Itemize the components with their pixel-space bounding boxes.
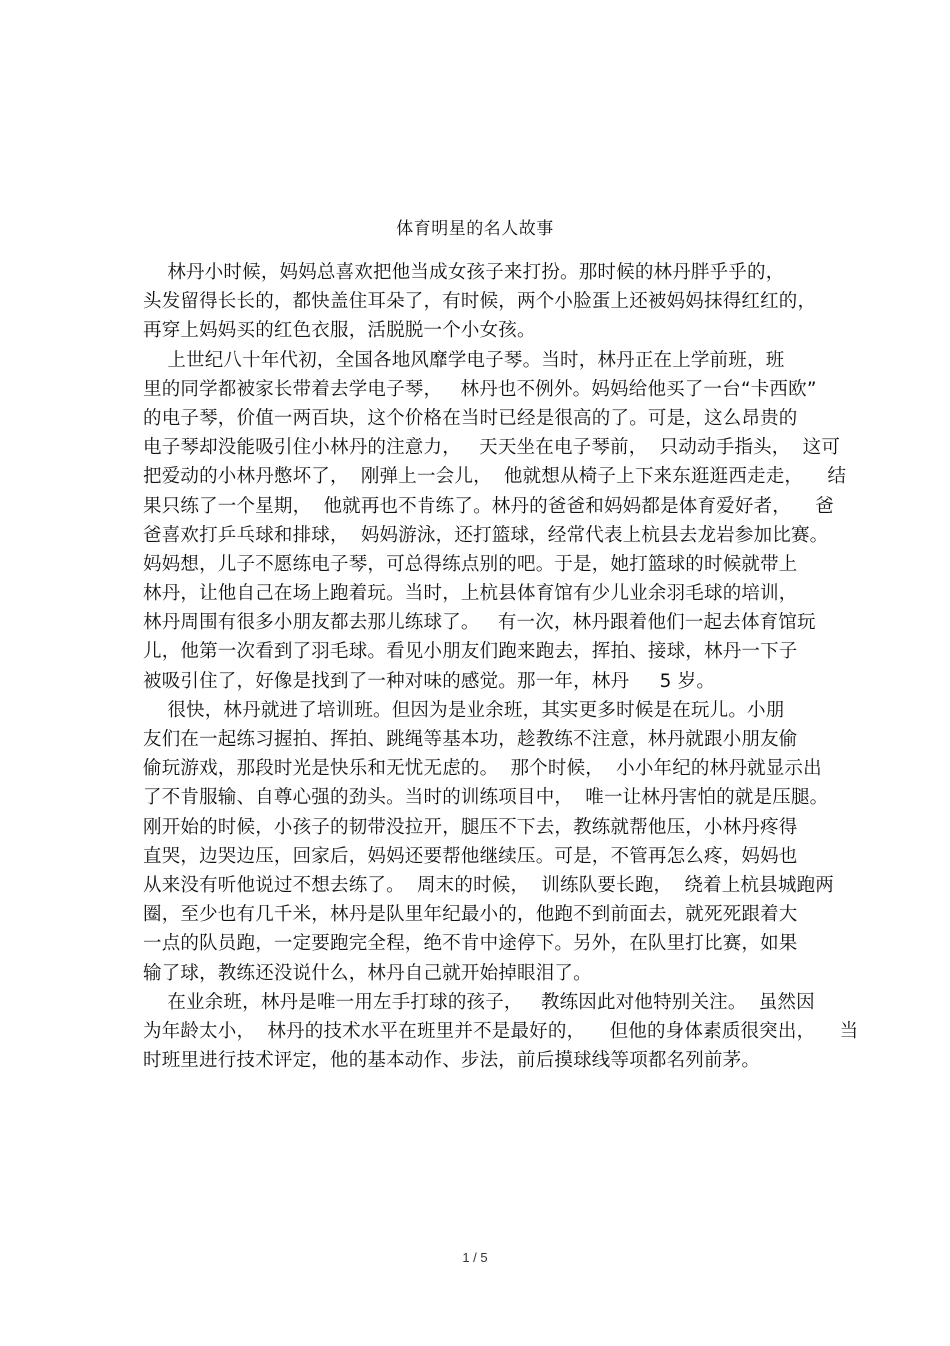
text-line: 时班里进行技术评定，他的基本动作、步法，前后摸球线等项都名列前茅。 xyxy=(143,1050,761,1072)
text-line: 的电子琴，价值一两百块，这个价格在当时已经是很高的了。可是，这么昂贵的 xyxy=(143,407,798,429)
text-line: 林丹周围有很多小朋友都去那儿练球了。 有一次，林丹跟着他们一起去体育馆玩 xyxy=(143,612,816,634)
text-line: 直哭，边哭边压，回家后，妈妈还要帮他继续压。可是，不管再怎么疼，妈妈也 xyxy=(143,845,798,867)
text-line: 林丹，让他自己在场上跑着玩。当时，上杭县体育馆有少儿业余羽毛球的培训， xyxy=(143,583,798,605)
document-title: 体育明星的名人故事 xyxy=(396,219,554,239)
text-line: 从来没有听他说过不想去练了。 周末的时候， 训练队要长跑， 绕着上杭县城跑两 xyxy=(143,874,834,896)
text-line: 一点的队员跑，一定要跑完全程，绝不肯中途停下。另外，在队里打比赛，如果 xyxy=(143,933,798,955)
text-line: 圈，至少也有几千米，林丹是队里年纪最小的，他跑不到前面去，就死死跟着大 xyxy=(143,904,798,926)
text-line: 刚开始的时候，小孩子的韧带没拉开，腿压不下去，教练就帮他压，小林丹疼得 xyxy=(143,816,798,838)
text-line: 了不肯服输、自尊心强的劲头。当时的训练项目中， 唯一让林丹害怕的就是压腿。 xyxy=(143,787,829,809)
document-body xyxy=(143,258,859,1075)
text-line: 友们在一起练习握拍、挥拍、跳绳等基本功，趁教练不注意，林丹就跟小朋友偷 xyxy=(143,729,798,750)
text-line: 被吸引住了，好像是找到了一种对味的感觉。那一年，林丹 5 岁。 xyxy=(143,670,716,692)
text-line: 里的同学都被家长带着去学电子琴， 林丹也不例外。妈妈给他买了一台“卡西欧” xyxy=(143,378,817,400)
text-line: 偷玩游戏，那段时光是快乐和无忧无虑的。 那个时候， 小小年纪的林丹就显示出 xyxy=(143,758,822,780)
text-line: 头发留得长长的，都快盖住耳朵了，有时候，两个小脸蛋上还被妈妈抹得红红的， xyxy=(143,291,817,313)
text-line: 爸喜欢打乒乓球和排球， 妈妈游泳，还打篮球，经常代表上杭县去龙岩参加比赛。 xyxy=(143,524,829,546)
text-line: 很快，林丹就进了培训班。但因为是业余班，其实更多时候是在玩儿。小朋 xyxy=(143,699,785,721)
text-line: 儿，他第一次看到了羽毛球。看见小朋友们跑来跑去，挥拍、接球，林丹一下子 xyxy=(143,641,798,663)
text-line: 电子琴却没能吸引住小林丹的注意力， 天天坐在电子琴前， 只动动手指头， 这可 xyxy=(143,437,841,459)
text-line: 妈妈想，儿子不愿练电子琴，可总得练点别的吧。于是，她打篮球的时候就带上 xyxy=(143,553,798,575)
text-line: 果只练了一个星期， 他就再也不肯练了。林丹的爸爸和妈妈都是体育爱好者， 爸 xyxy=(143,495,834,517)
text-line: 再穿上妈妈买的红色衣服，活脱脱一个小女孩。 xyxy=(143,320,536,342)
text-line: 林丹小时候，妈妈总喜欢把他当成女孩子来打扮。那时候的林丹胖乎乎的， xyxy=(143,262,785,283)
text-line: 输了球，教练还没说什么，林丹自己就开始掉眼泪了。 xyxy=(143,962,592,984)
text-line: 上世纪八十年代初，全国各地风靡学电子琴。当时，林丹正在上学前班，班 xyxy=(143,349,785,371)
page-number: 1 / 5 xyxy=(462,1250,488,1265)
text-line: 把爱动的小林丹憋坏了， 刚弹上一会儿， 他就想从椅子上下来东逛逛西走走， 结 xyxy=(143,466,847,488)
text-line: 在业余班，林丹是唯一用左手打球的孩子， 教练因此对他特别关注。 虽然因 xyxy=(143,991,815,1013)
text-line: 为年龄太小， 林丹的技术水平在班里并不是最好的， 但他的身体素质很突出， 当 xyxy=(143,1020,859,1042)
